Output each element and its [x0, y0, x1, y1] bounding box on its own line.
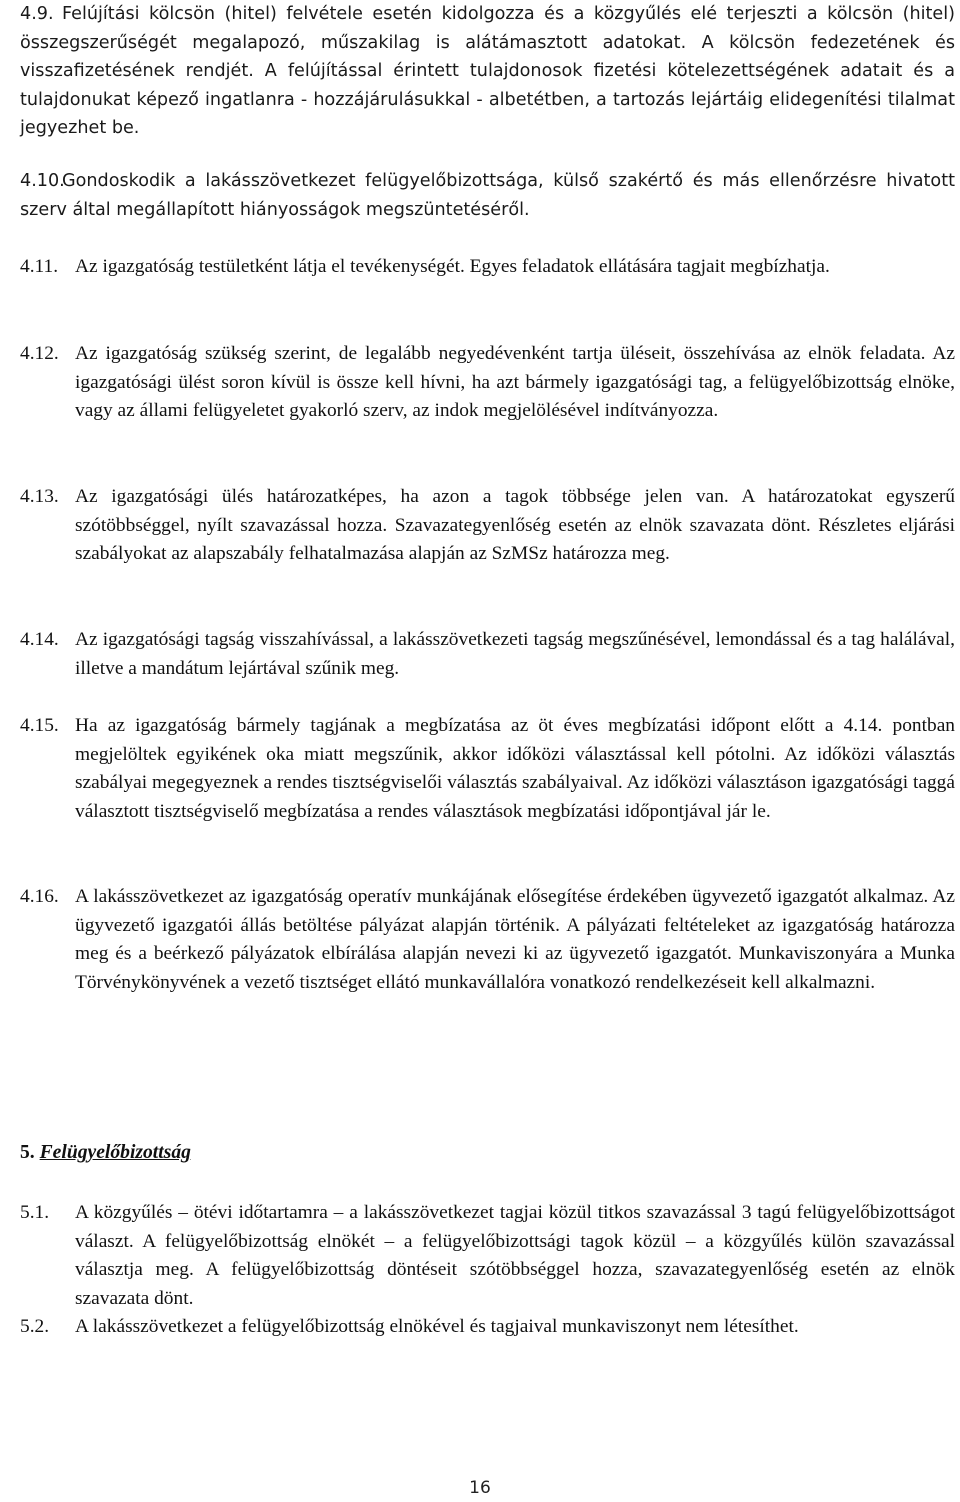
paragraph-number: 4.16.: [20, 886, 59, 907]
paragraph-text: Az igazgatósági ülés határozatképes, ha azon a tagok többsége jelen van. A határozatokat egyszerű szótöbbséggel, nyílt szavazással hozza. Szavazategyenlőség esetén az elnök szavazata dönt. Részletes eljárási szabályokat az alapszabály felhatalmazása alapján az SzMSz határozza meg.: [75, 486, 955, 565]
paragraph-number: 4.11.: [20, 256, 59, 277]
paragraph-number: 4.9.: [20, 4, 54, 24]
paragraph-4-13: [20, 483, 955, 569]
paragraph-number: 5.2.: [20, 1316, 50, 1337]
paragraph-number: 4.15.: [20, 715, 59, 736]
paragraph-4-10: [20, 167, 955, 224]
paragraph-text: Gondoskodik a lakásszövetkezet felügyelőbizottsága, külső szakértő és más ellenőrzésre hivatott szerv által megállapított hiányosságok megszüntetéséről.: [20, 171, 955, 220]
paragraph-5-2: [20, 1313, 955, 1342]
section-title: Felügyelőbizottság: [39, 1142, 191, 1163]
paragraph-text: Az igazgatósági tagság visszahívással, a lakásszövetkezeti tagság megszűnésével, lemondással és a tag halálával, illetve a mandátum lejártával szűnik meg.: [75, 629, 955, 679]
paragraph-4-11: [20, 253, 955, 282]
paragraph-text: Az igazgatóság testületként látja el tevékenységét. Egyes feladatok ellátására tagjait megbízhatja.: [75, 256, 830, 277]
section-heading: [20, 1142, 191, 1164]
paragraph-text: A lakásszövetkezet az igazgatóság operatív munkájának elősegítése érdekében ügyvezető igazgatót alkalmaz. Az ügyvezető igazgatói állás betöltése pályázat alapján történik. A pályázati feltételeket az igazgatóság határozza meg és a beérkező pályázatok elbírálása alapján nevezi ki az ügyvezető igazgatót. Munkaviszonyára a Munka Törvénykönyvének a vezető tisztséget ellátó munkavállalóra vonatkozó rendelkezéseit kell alkalmazni.: [75, 886, 955, 993]
paragraph-text: A lakásszövetkezet a felügyelőbizottság elnökével és tagjaival munkaviszonyt nem létesíthet.: [75, 1316, 799, 1337]
paragraph-number: 4.10.: [20, 171, 65, 191]
paragraph-5-1: [20, 1199, 955, 1313]
paragraph-4-15: [20, 712, 955, 826]
paragraph-number: 4.14.: [20, 629, 59, 650]
paragraph-number: 4.13.: [20, 486, 59, 507]
paragraph-4-16: [20, 883, 955, 997]
page-number: 16: [469, 1478, 491, 1498]
paragraph-number: 4.12.: [20, 343, 59, 364]
paragraph-4-9: [20, 0, 955, 143]
paragraph-number: 5.1.: [20, 1202, 50, 1223]
paragraph-4-14: [20, 626, 955, 683]
paragraph-4-12: [20, 340, 955, 426]
paragraph-text: A közgyűlés – ötévi időtartamra – a lakásszövetkezet tagjai közül titkos szavazással 3 tagú felügyelőbizottságot választ. A felügyelőbizottság elnökét – a felügyelőbizottsági tagok közül – a közgyűlés külön szavazással választja meg. A felügyelőbizottság döntéseit szótöbbséggel hozza, szavazategyenlőség esetén az elnök szavazata dönt.: [75, 1202, 955, 1309]
paragraph-text: Az igazgatóság szükség szerint, de legalább negyedévenként tartja üléseit, összehívása az elnök feladata. Az igazgatósági ülést soron kívül is össze kell hívni, ha azt bármely igazgatósági tag, a felügyelőbizottság elnöke, vagy az állami felügyeletet gyakorló szerv, az indok megjelölésével indítványozza.: [75, 343, 955, 422]
paragraph-text: Ha az igazgatóság bármely tagjának a megbízatása az öt éves megbízatási időpont előtt a 4.14. pontban megjelöltek egyikének oka miatt megszűnik, akkor időközi választással kell pótolni. Az időközi választás szabályai megegyeznek a rendes tisztségviselői választás szabályaival. Az időközi választáson igazgatósági taggá választott tisztségviselő megbízatása a rendes választások megbízatási időpontjával jár le.: [75, 715, 955, 822]
section-number: 5.: [20, 1142, 35, 1163]
paragraph-text: Felújítási kölcsön (hitel) felvétele esetén kidolgozza és a közgyűlés elé terjeszti a kölcsön (hitel) összegszerűségét megalapozó, műszakilag is alátámasztott adatokat. A kölcsön fedezetének és visszafizetésének rendjét. A felújítással érintett tulajdonosok fizetési kötelezettségének adatait és a tulajdonukat képező ingatlanra - hozzájárulásukkal - albetétben, a tartozás lejártáig elidegenítési tilalmat jegyezhet be.: [20, 4, 955, 138]
